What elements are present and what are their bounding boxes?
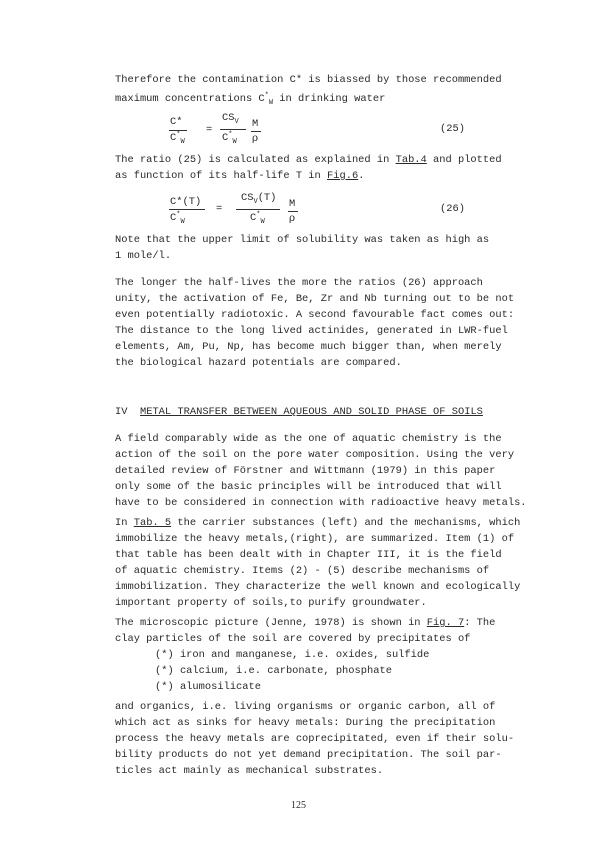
eq25-number: (25) bbox=[440, 123, 465, 135]
list-item: (*) iron and manganese, i.e. oxides, sulfide bbox=[155, 649, 430, 661]
text-line: bility products do not yet demand precipitation. The soil par- bbox=[115, 749, 502, 761]
eq26-rho: ρ bbox=[289, 212, 296, 224]
section-title: METAL TRANSFER BETWEEN AQUEOUS AND SOLID PHASE OF SOILS bbox=[139, 406, 483, 418]
text-line: A field comparably wide as the one of aquatic chemistry is the bbox=[115, 433, 502, 445]
list-item: (*) calcium, i.e. carbonate, phosphate bbox=[155, 665, 392, 677]
text-line: which act as sinks for heavy metals: During the precipitation bbox=[115, 717, 496, 729]
text-line: immobilize the heavy metals,(right), are summarized. Item (1) of bbox=[115, 533, 515, 545]
eq25-rho: ρ bbox=[252, 132, 259, 144]
list-item: (*) alumosilicate bbox=[155, 681, 262, 693]
text-fragment: in drinking water bbox=[273, 93, 386, 105]
page-number: 125 bbox=[291, 800, 306, 811]
text-line: elements, Am, Pu, Np, has become much bigger than, when merely bbox=[115, 341, 502, 353]
text-line: Note that the upper limit of solubility was taken as high as bbox=[115, 234, 490, 246]
text-line: only some of the basic principles will be introduced that will bbox=[115, 481, 502, 493]
text-line: the biological hazard potentials are compared. bbox=[115, 357, 402, 369]
eq26-rhs-numerator: $CS_V(T)$ bbox=[241, 192, 277, 206]
text-line: important property of soils,to purify groundwater. bbox=[115, 597, 427, 609]
text-fragment: maximum concentrations C bbox=[115, 93, 265, 105]
text-line: clay particles of the soil are covered by precipitates of bbox=[115, 633, 471, 645]
eq26-lhs-denominator: $C^*_W$ bbox=[170, 211, 185, 226]
text-line: 1 mole/l. bbox=[115, 250, 172, 262]
text-line: ticles act mainly as mechanical substrates. bbox=[115, 765, 384, 777]
text-line: The distance to the long lived actinides, generated in LWR-fuel bbox=[115, 325, 508, 337]
eq25-lhs-numerator: C* bbox=[170, 116, 183, 128]
text-line: have to be considered in connection with radioactive heavy metals. bbox=[115, 497, 527, 509]
text-line: action of the soil on the pore water composition. Using the very bbox=[115, 449, 515, 461]
text-line: of aquatic chemistry. Items (2) - (5) describe mechanisms of bbox=[115, 565, 490, 577]
table-reference-link[interactable]: Tab. 5 bbox=[133, 517, 172, 529]
table-reference-link[interactable]: Tab.4 bbox=[395, 154, 427, 166]
eq26-rhs-bar bbox=[236, 209, 280, 210]
text-line: immobilization. They characterize the well known and ecologically bbox=[115, 581, 521, 593]
text-line: In Tab. 5 the carrier substances (left) and the mechanisms, which bbox=[115, 517, 521, 529]
text-line: as function of its half-life T in Fig.6. bbox=[115, 170, 365, 182]
text-line: The longer the half-lives the more the ratios (26) approach bbox=[115, 277, 483, 289]
text-line: detailed review of Förstner and Wittmann (1979) in this paper bbox=[115, 465, 496, 477]
eq25-rhs-bar bbox=[220, 129, 246, 130]
section-heading bbox=[115, 405, 483, 420]
text-line: that table has been dealt with in Chapter III, it is the field bbox=[115, 549, 502, 561]
eq26-equals: = bbox=[216, 203, 223, 215]
text-line: unity, the activation of Fe, Be, Zr and Nb turning out to be not bbox=[115, 293, 515, 305]
text-line: even potentially radiotoxic. A second favourable fact comes out: bbox=[115, 309, 515, 321]
text-line: and organics, i.e. living organisms or organic carbon, all of bbox=[115, 701, 496, 713]
text-line: The ratio (25) is calculated as explained in Tab.4 and plotted bbox=[115, 154, 502, 166]
text-line bbox=[115, 89, 385, 111]
eq26-lhs-numerator: C*(T) bbox=[170, 196, 202, 208]
eq26-m: M bbox=[289, 198, 296, 210]
eq25-lhs-denominator: $C^*_W$ bbox=[170, 131, 185, 146]
text-line: The microscopic picture (Jenne, 1978) is shown in Fig. 7: The bbox=[115, 617, 496, 629]
eq26-number: (26) bbox=[440, 203, 465, 215]
eq26-lhs-bar bbox=[169, 209, 205, 210]
figure-reference-link[interactable]: Fig. 7 bbox=[426, 617, 465, 629]
eq25-equals: = bbox=[206, 124, 213, 136]
eq26-rhs-denominator: $C^*_W$ bbox=[250, 211, 265, 226]
eq25-rhs-numerator: $CS_V$ bbox=[222, 112, 239, 126]
figure-reference-link[interactable]: Fig.6 bbox=[327, 170, 359, 182]
section-number: IV bbox=[115, 406, 128, 418]
eq25-rhs-denominator: $C^*_W$ bbox=[222, 131, 237, 146]
text-line: Therefore the contamination C* is biassed by those recommended bbox=[115, 74, 502, 86]
text-line: process the heavy metals are coprecipitated, even if their solu- bbox=[115, 733, 515, 745]
eq25-m: M bbox=[252, 118, 259, 130]
symbol-c-star: *$_W$ bbox=[264, 92, 274, 107]
